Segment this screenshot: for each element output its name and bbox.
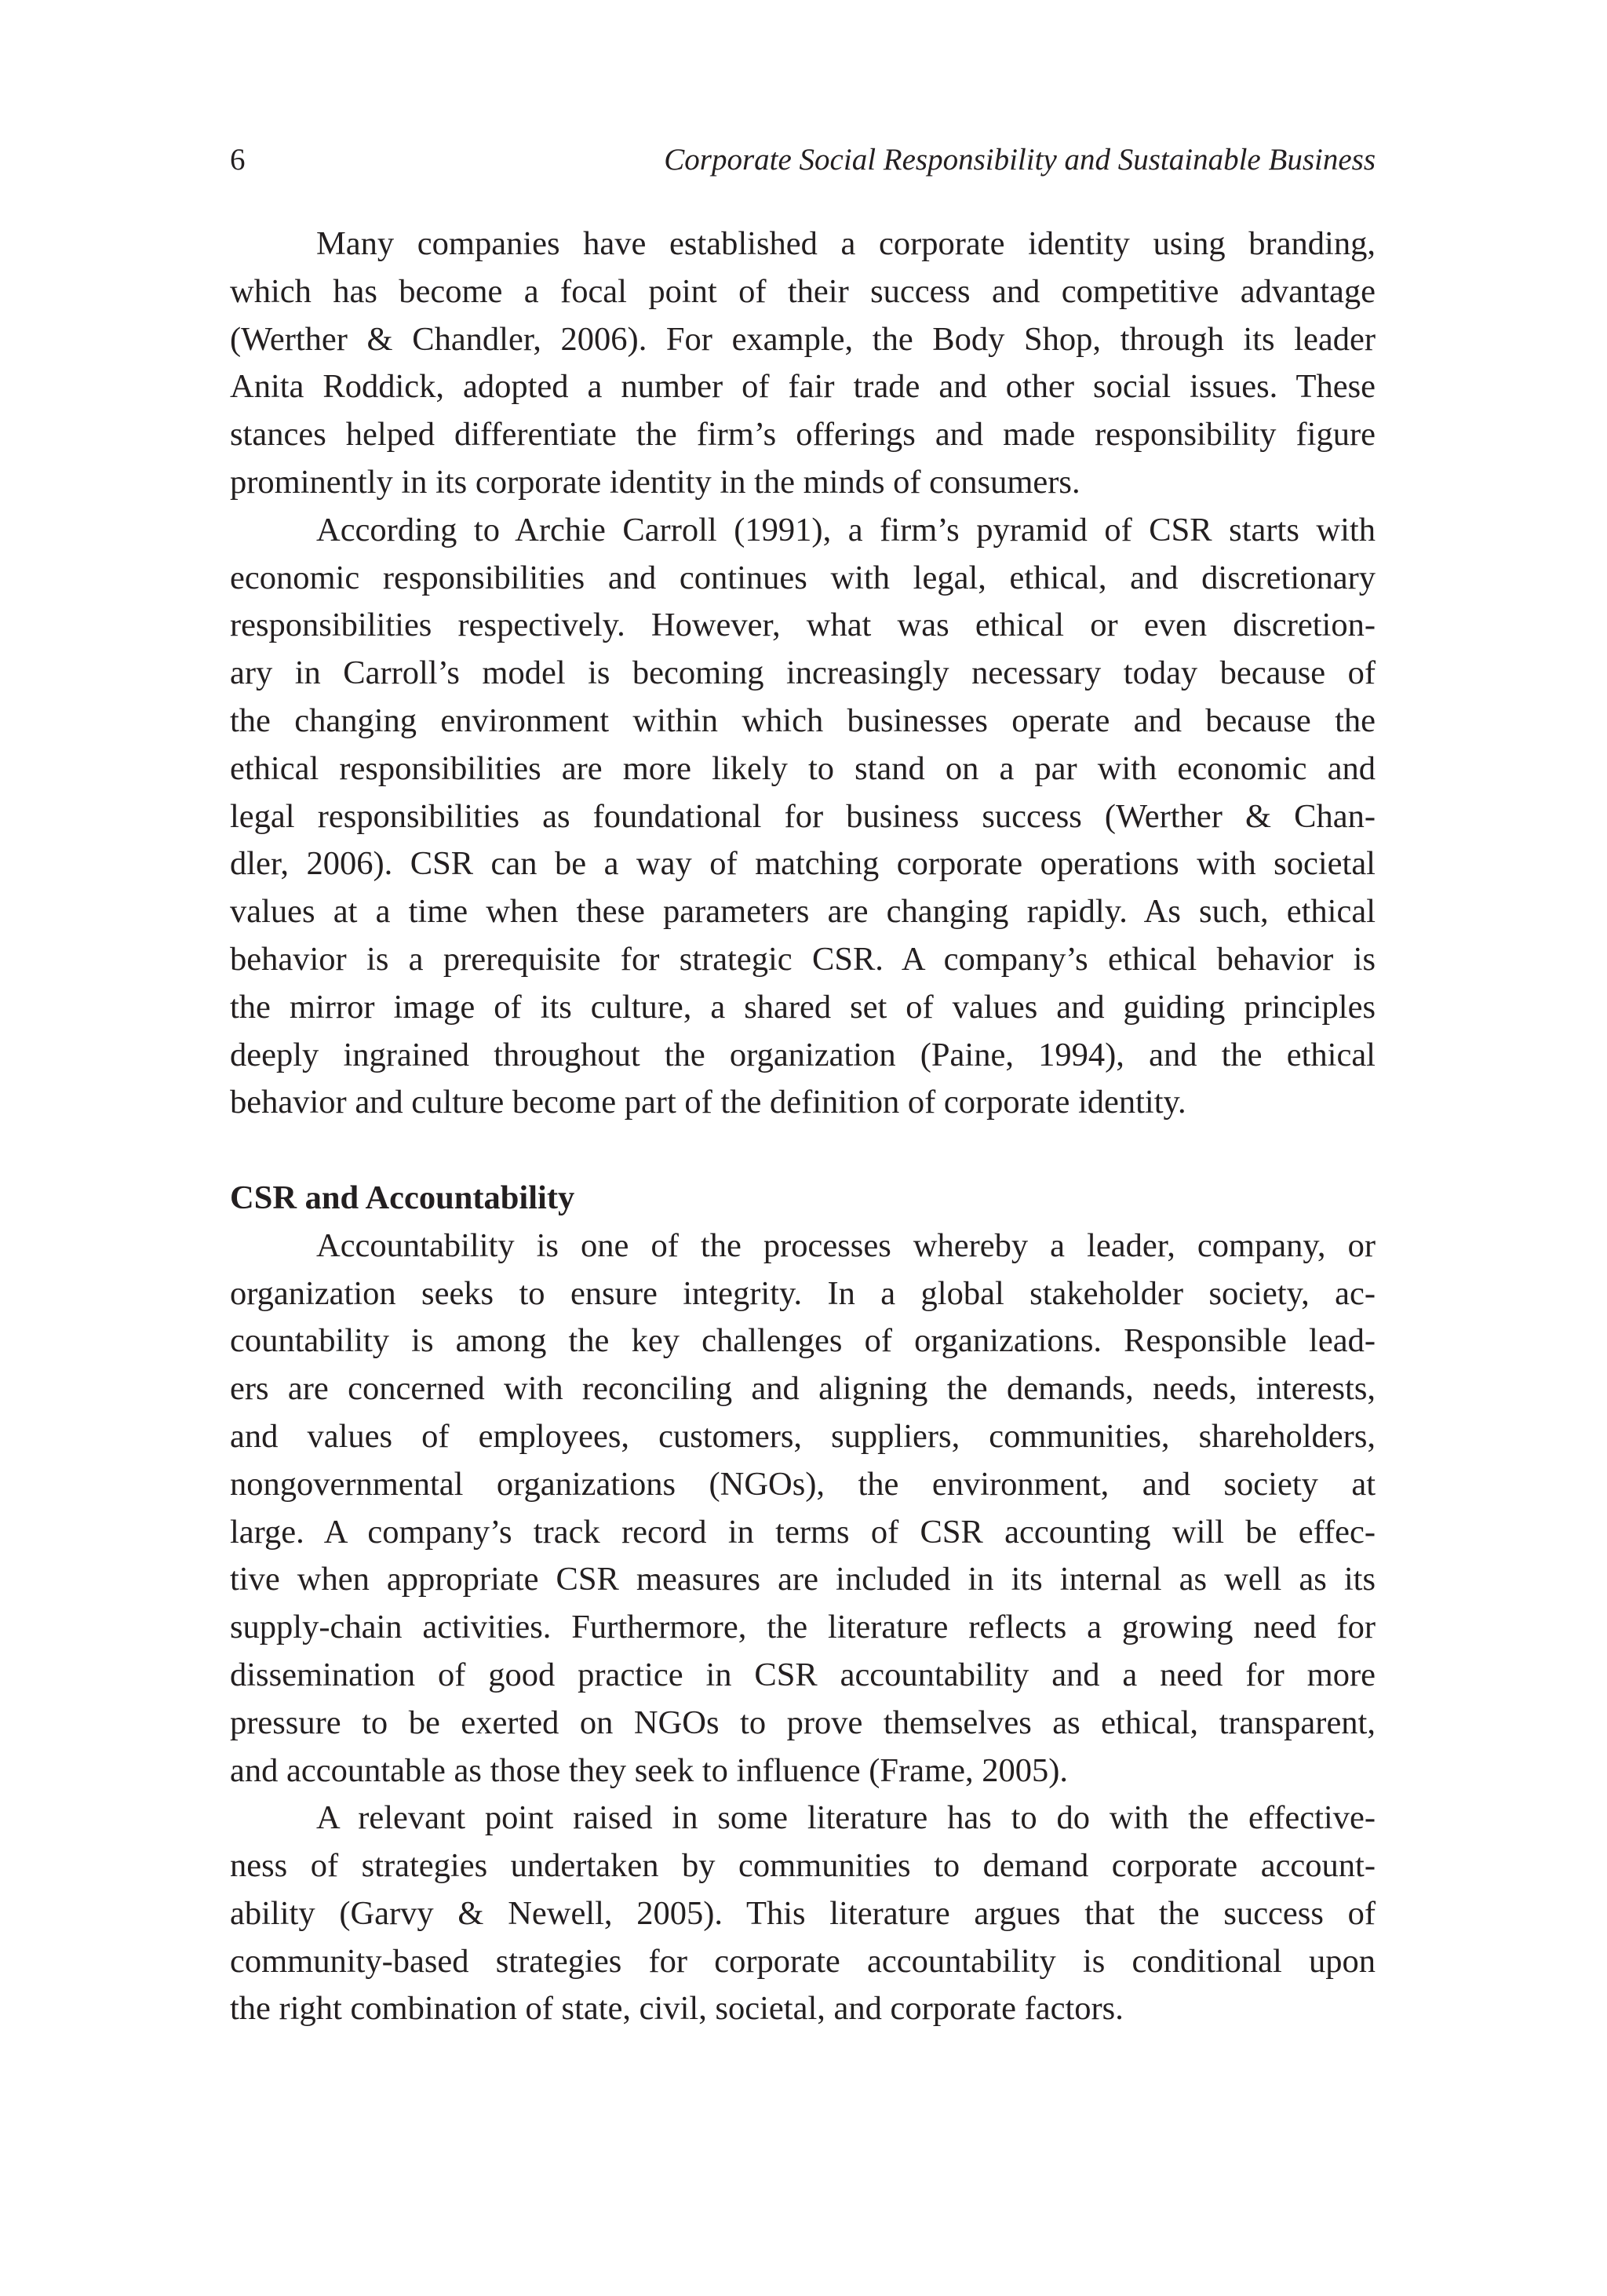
- text-line: ary in Carroll’s model is becoming increasingly necessary today because of: [230, 654, 1376, 692]
- text-line: ethical responsibilities are more likely to stand on a par with economic and: [230, 749, 1376, 787]
- paragraph-community-strategies: [230, 1795, 1376, 2033]
- text-line: ers are concerned with reconciling and aligning the demands, needs, interests,: [230, 1370, 1376, 1408]
- text-line: which has become a focal point of their success and competitive advantage: [230, 272, 1376, 310]
- text-line: economic responsibilities and continues with legal, ethical, and discretionary: [230, 559, 1376, 596]
- paragraph-accountability: [230, 1223, 1376, 1795]
- text-line: responsibilities respectively. However, what was ethical or even discretion-: [230, 607, 1376, 644]
- text-line: behavior is a prerequisite for strategic CSR. A company’s ethical behavior is: [230, 940, 1376, 978]
- text-line: ability (Garvy & Newell, 2005). This literature argues that the success of: [230, 1894, 1376, 1932]
- text-line: Many companies have established a corporate identity using branding,: [316, 225, 1376, 262]
- running-title: Corporate Social Responsibility and Sustainable Business: [664, 143, 1376, 177]
- text-line: (Werther & Chandler, 2006). For example, the Body Shop, through its leader: [230, 320, 1376, 358]
- text-line: and values of employees, customers, suppliers, communities, shareholders,: [230, 1417, 1376, 1455]
- text-line: According to Archie Carroll (1991), a firm’s pyramid of CSR starts with: [316, 511, 1376, 548]
- text-line: Anita Roddick, adopted a number of fair trade and other social issues. These: [230, 368, 1376, 406]
- text-line: supply-chain activities. Furthermore, the literature reflects a growing need for: [230, 1609, 1376, 1646]
- running-header: [230, 138, 1376, 182]
- body-text: [230, 220, 1376, 2033]
- text-line: countability is among the key challenges of organizations. Responsible lead-: [230, 1322, 1376, 1360]
- text-line: nongovernmental organizations (NGOs), the environment, and society at: [230, 1465, 1376, 1503]
- text-line: the right combination of state, civil, societal, and corporate factors.: [230, 1990, 1124, 2028]
- text-line: the changing environment within which businesses operate and because the: [230, 702, 1376, 739]
- text-line: Accountability is one of the processes whereby a leader, company, or: [316, 1226, 1376, 1264]
- text-line: the mirror image of its culture, a shared set of values and guiding principles: [230, 988, 1376, 1026]
- text-line: prominently in its corporate identity in the minds of consumers.: [230, 463, 1080, 501]
- section-heading: CSR and Accountability: [230, 1179, 575, 1216]
- text-line: values at a time when these parameters are changing rapidly. As such, ethical: [230, 893, 1376, 931]
- text-line: community-based strategies for corporate accountability is conditional upon: [230, 1942, 1376, 1980]
- text-line: ness of strategies undertaken by communities to demand corporate account-: [230, 1847, 1376, 1885]
- text-line: large. A company’s track record in terms of CSR accounting will be effec-: [230, 1513, 1376, 1551]
- text-line: deeply ingrained throughout the organization (Paine, 1994), and the ethical: [230, 1036, 1376, 1073]
- page-number: 6: [230, 143, 246, 177]
- text-line: stances helped differentiate the firm’s offerings and made responsibility figure: [230, 416, 1376, 454]
- paragraph-branding: [230, 220, 1376, 507]
- text-line: organization seeks to ensure integrity. In a global stakeholder society, ac-: [230, 1274, 1376, 1312]
- text-line: dissemination of good practice in CSR accountability and a need for more: [230, 1656, 1376, 1693]
- text-line: dler, 2006). CSR can be a way of matching corporate operations with societal: [230, 845, 1376, 883]
- text-line: behavior and culture become part of the definition of corporate identity.: [230, 1084, 1186, 1121]
- text-line: legal responsibilities as foundational for business success (Werther & Chan-: [230, 797, 1376, 835]
- text-line: tive when appropriate CSR measures are included in its internal as well as its: [230, 1561, 1376, 1598]
- text-line: A relevant point raised in some literature has to do with the effective-: [316, 1799, 1376, 1837]
- text-line: pressure to be exerted on NGOs to prove themselves as ethical, transparent,: [230, 1704, 1376, 1741]
- paragraph-carroll-pyramid: [230, 507, 1376, 1127]
- text-line: and accountable as those they seek to influence (Frame, 2005).: [230, 1751, 1069, 1789]
